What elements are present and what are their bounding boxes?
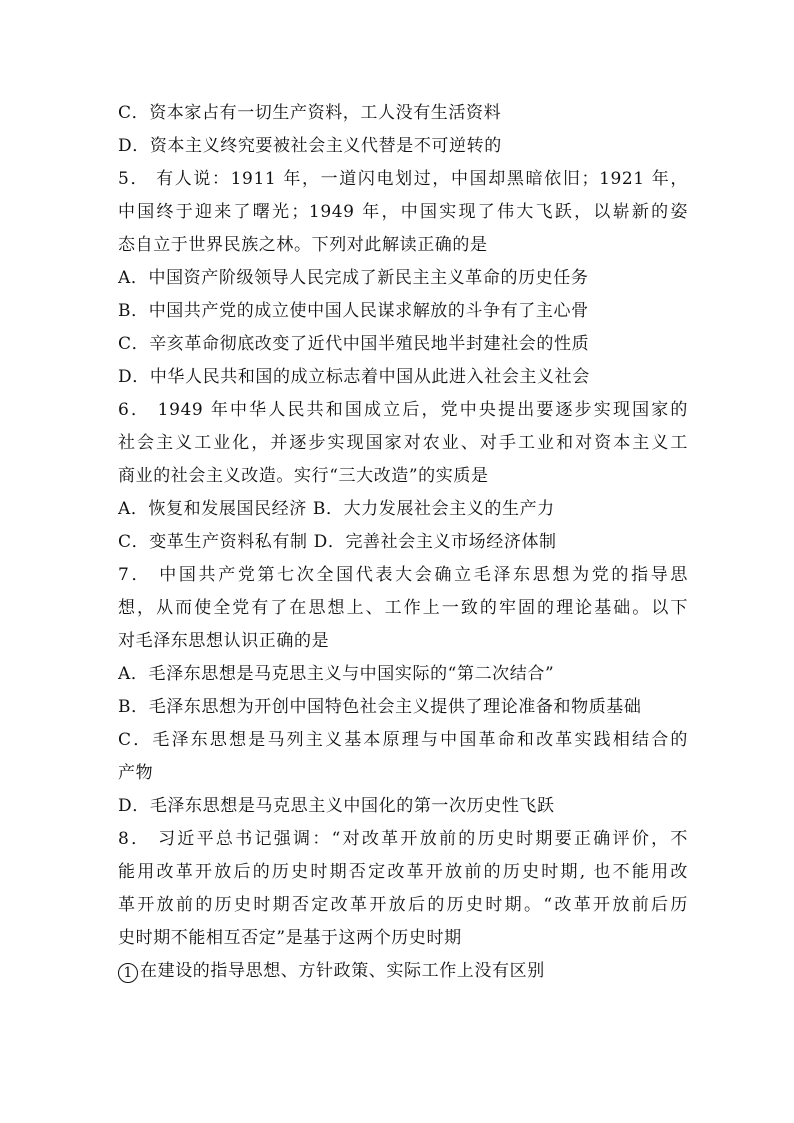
question-7-line-2: 想，从而使全党有了在思想上、工作上一致的牢固的理论基础。以下	[118, 598, 688, 618]
option-c-q7-line-2: 产物	[118, 763, 154, 783]
question-7-line-3: 对毛泽东思想认识正确的是	[118, 631, 330, 651]
question-8-line-2: 能用改革开放后的历史时期否定改革开放前的历史时期, 也不能用改	[118, 862, 688, 882]
question-8-line-4: 史时期不能相互否定”是基于这两个历史时期	[118, 928, 462, 948]
option-c-q5: C．辛亥革命彻底改变了近代中国半殖民地半封建社会的性质	[118, 334, 590, 354]
options-cd-q6: C．变革生产资料私有制 D．完善社会主义市场经济体制	[118, 532, 557, 552]
question-5-line-3: 态自立于世界民族之林。下列对此解读正确的是	[118, 235, 488, 255]
option-d-q4: D．资本主义终究要被社会主义代替是不可逆转的	[118, 136, 502, 156]
question-6-line-3: 商业的社会主义改造。实行“三大改造”的实质是	[118, 466, 489, 486]
question-5-line-2: 中国终于迎来了曙光；1949 年，中国实现了伟大飞跃，以崭新的姿	[118, 202, 688, 222]
question-5-line-1: 5． 有人说：1911 年，一道闪电划过，中国却黑暗依旧；1921 年，	[118, 169, 688, 189]
question-8-line-3: 革开放前的历史时期否定改革开放后的历史时期。“改革开放前后历	[118, 895, 688, 915]
option-b-q5: B．中国共产党的成立使中国人民谋求解放的斗争有了主心骨	[118, 301, 589, 321]
option-c-q4: C．资本家占有一切生产资料，工人没有生活资料	[118, 103, 502, 123]
option-a-q7: A．毛泽东思想是马克思主义与中国实际的“第二次结合”	[118, 664, 555, 684]
document-page	[118, 97, 688, 988]
statement-1-q8	[118, 955, 688, 988]
statement-1-text: 在建设的指导思想、方针政策、实际工作上没有区别	[140, 961, 545, 981]
option-b-q7: B．毛泽东思想为开创中国特色社会主义提供了理论准备和物质基础	[118, 697, 642, 717]
question-8-line-1: 8． 习近平总书记强调：“对改革开放前的历史时期要正确评价，不	[118, 829, 688, 849]
circled-number-marker: 1	[118, 963, 138, 983]
question-6-line-2: 社会主义工业化，并逐步实现国家对农业、对手工业和对资本主义工	[118, 433, 688, 453]
option-d-q7: D．毛泽东思想是马克思主义中国化的第一次历史性飞跃	[118, 796, 555, 816]
option-c-q7-line-1: C．毛泽东思想是马列主义基本原理与中国革命和改革实践相结合的	[118, 730, 688, 750]
question-6-line-1: 6． 1949 年中华人民共和国成立后，党中央提出要逐步实现国家的	[118, 400, 688, 420]
option-d-q5: D．中华人民共和国的成立标志着中国从此进入社会主义社会	[118, 367, 590, 387]
option-a-q5: A．中国资产阶级领导人民完成了新民主主义革命的历史任务	[118, 268, 589, 288]
question-7-line-1: 7． 中国共产党第七次全国代表大会确立毛泽东思想为党的指导思	[118, 565, 688, 585]
options-ab-q6: A．恢复和发展国民经济 B．大力发展社会主义的生产力	[118, 499, 555, 519]
